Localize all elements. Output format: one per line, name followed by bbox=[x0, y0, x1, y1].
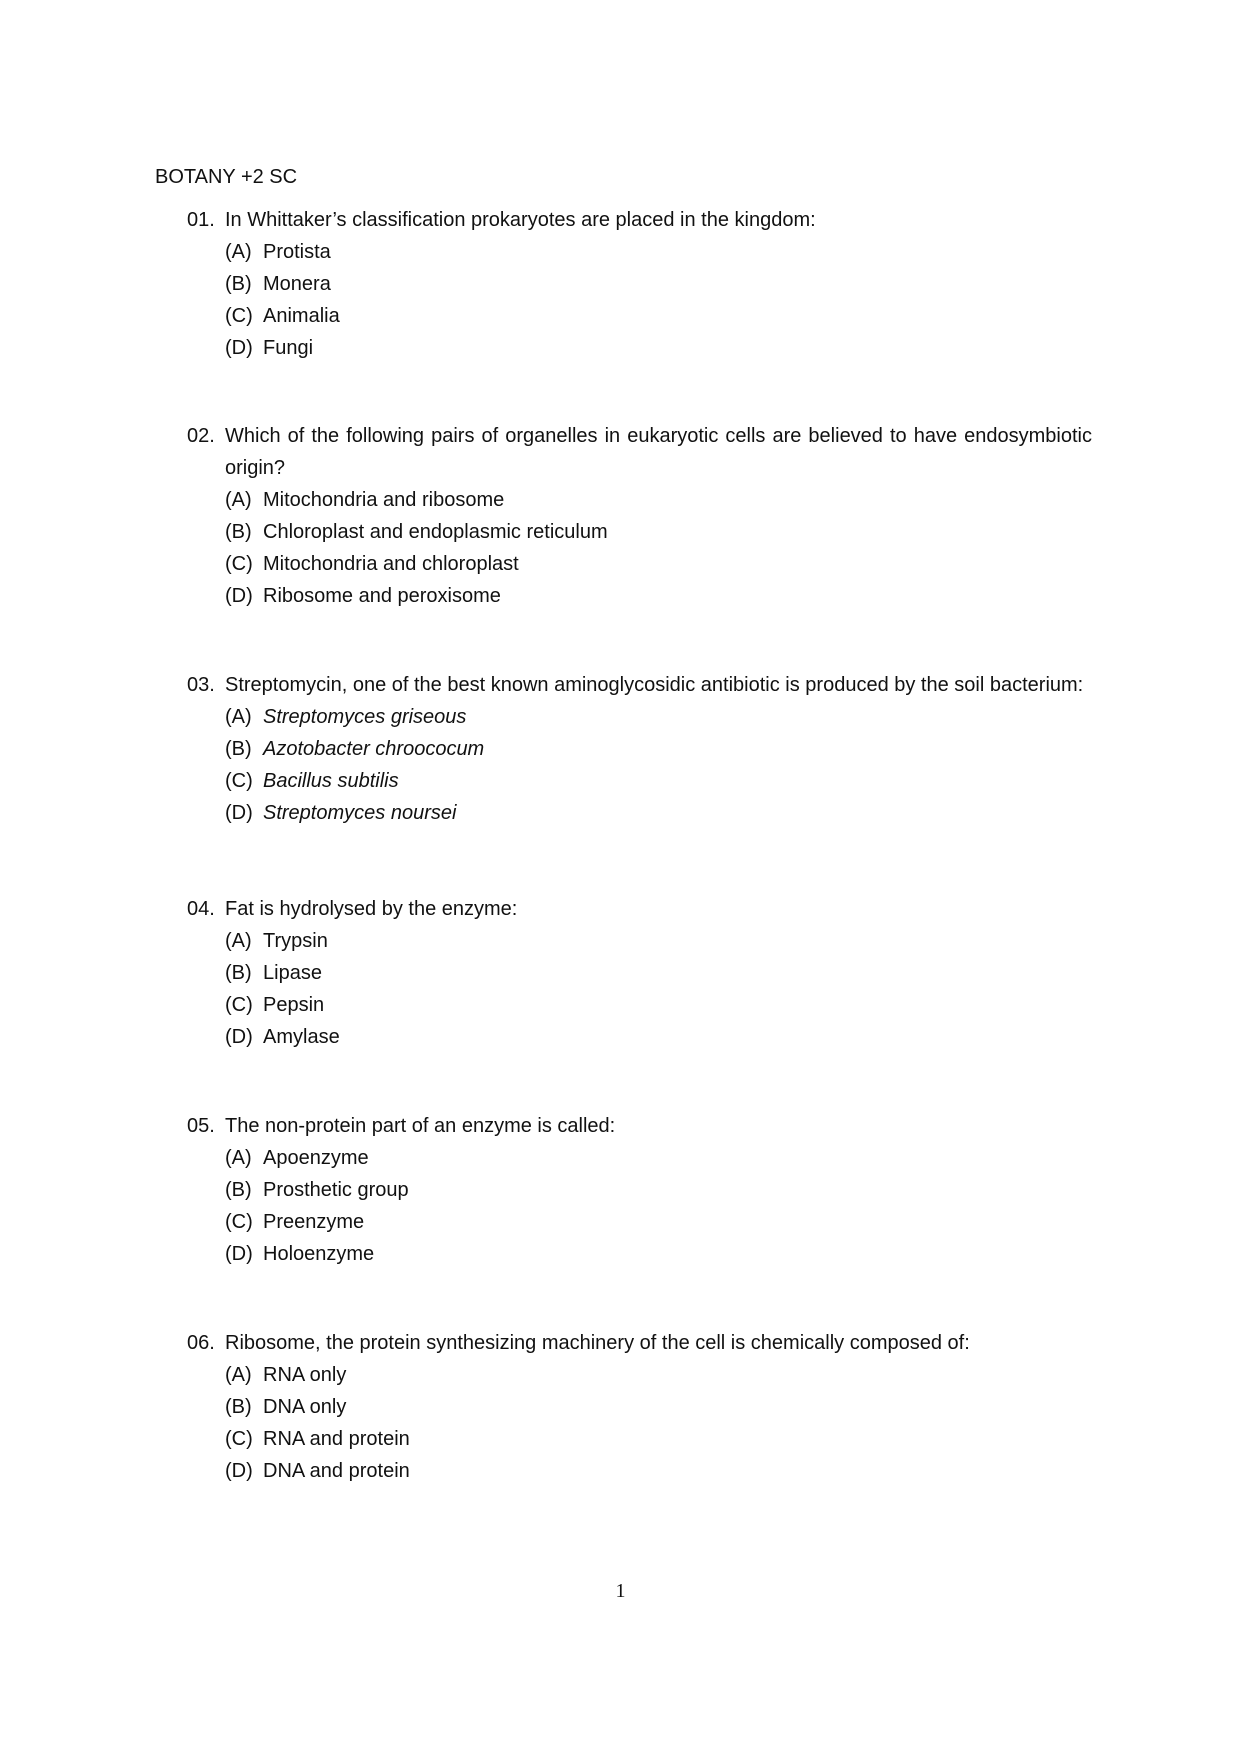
question-number: 06. bbox=[187, 1332, 215, 1354]
option-text: DNA only bbox=[263, 1396, 347, 1418]
option-text: Ribosome and peroxisome bbox=[263, 585, 501, 607]
page-number: 1 bbox=[615, 1580, 626, 1602]
option-b bbox=[225, 1391, 1092, 1423]
options-list bbox=[225, 925, 1092, 1053]
option-a bbox=[225, 925, 1092, 957]
option-d bbox=[225, 1021, 1092, 1053]
question-text: Streptomycin, one of the best known aminoglycosidic antibiotic is produced by the soil bacterium: bbox=[225, 674, 1084, 696]
question-text: Fat is hydrolysed by the enzyme: bbox=[225, 898, 518, 920]
option-text: RNA only bbox=[263, 1364, 347, 1386]
question-text: Ribosome, the protein synthesizing machinery of the cell is chemically composed of: bbox=[225, 1332, 970, 1354]
option-text: Prosthetic group bbox=[263, 1179, 409, 1201]
option-label: (B) bbox=[225, 521, 252, 543]
option-d bbox=[225, 580, 1092, 612]
option-a bbox=[225, 484, 1092, 516]
option-c bbox=[225, 1206, 1092, 1238]
option-text: Lipase bbox=[263, 962, 322, 984]
option-c bbox=[225, 765, 1092, 797]
option-a bbox=[225, 701, 1092, 733]
option-a bbox=[225, 1359, 1092, 1391]
question-5 bbox=[187, 1110, 1092, 1270]
option-label: (B) bbox=[225, 1179, 252, 1201]
option-text: Mitochondria and ribosome bbox=[263, 489, 505, 511]
option-a bbox=[225, 1142, 1092, 1174]
option-b bbox=[225, 516, 1092, 548]
question-text: In Whittaker’s classification prokaryotes are placed in the kingdom: bbox=[225, 209, 816, 231]
option-label: (C) bbox=[225, 770, 253, 792]
question-text: The non-protein part of an enzyme is called: bbox=[225, 1115, 616, 1137]
document-header: BOTANY +2 SC bbox=[155, 166, 298, 188]
option-label: (A) bbox=[225, 1147, 252, 1169]
options-list bbox=[225, 1359, 1092, 1487]
option-text: Preenzyme bbox=[263, 1211, 365, 1233]
question-4 bbox=[187, 893, 1092, 1053]
options-list bbox=[225, 236, 1092, 364]
option-label: (B) bbox=[225, 1396, 252, 1418]
option-label: (D) bbox=[225, 1460, 253, 1482]
option-b bbox=[225, 1174, 1092, 1206]
option-c bbox=[225, 548, 1092, 580]
option-a bbox=[225, 236, 1092, 268]
option-label: (A) bbox=[225, 930, 252, 952]
option-c bbox=[225, 1423, 1092, 1455]
option-text: RNA and protein bbox=[263, 1428, 410, 1450]
question-2 bbox=[187, 420, 1092, 612]
option-label: (A) bbox=[225, 489, 252, 511]
option-text: Animalia bbox=[263, 305, 340, 327]
question-6 bbox=[187, 1327, 1092, 1487]
option-text: Pepsin bbox=[263, 994, 325, 1016]
option-label: (A) bbox=[225, 706, 252, 728]
question-1 bbox=[187, 204, 1092, 364]
option-text: DNA and protein bbox=[263, 1460, 410, 1482]
option-c bbox=[225, 989, 1092, 1021]
option-label: (D) bbox=[225, 1026, 253, 1048]
option-c bbox=[225, 300, 1092, 332]
option-b bbox=[225, 733, 1092, 765]
option-text: Amylase bbox=[263, 1026, 340, 1048]
options-list bbox=[225, 701, 1092, 829]
option-label: (C) bbox=[225, 1211, 253, 1233]
option-label: (B) bbox=[225, 273, 252, 295]
options-list bbox=[225, 484, 1092, 612]
option-label: (C) bbox=[225, 1428, 253, 1450]
question-number: 03. bbox=[187, 674, 215, 696]
option-text: Apoenzyme bbox=[263, 1147, 369, 1169]
option-text: Mitochondria and chloroplast bbox=[263, 553, 519, 575]
option-label: (B) bbox=[225, 962, 252, 984]
option-text: Protista bbox=[263, 241, 331, 263]
question-number: 05. bbox=[187, 1115, 215, 1137]
option-label: (D) bbox=[225, 802, 253, 824]
option-label: (B) bbox=[225, 738, 252, 760]
option-text: Azotobacter chroococum bbox=[263, 738, 485, 760]
option-text: Holoenzyme bbox=[263, 1243, 375, 1265]
option-text: Bacillus subtilis bbox=[263, 770, 399, 792]
option-d bbox=[225, 797, 1092, 829]
option-label: (D) bbox=[225, 1243, 253, 1265]
question-text: Which of the following pairs of organelles in eukaryotic cells are believed to have endosymbiotic origin? bbox=[225, 425, 1092, 479]
option-label: (C) bbox=[225, 994, 253, 1016]
option-text: Monera bbox=[263, 273, 331, 295]
option-d bbox=[225, 332, 1092, 364]
option-label: (D) bbox=[225, 337, 253, 359]
option-b bbox=[225, 268, 1092, 300]
question-3 bbox=[187, 669, 1092, 829]
option-text: Fungi bbox=[263, 337, 314, 359]
question-number: 01. bbox=[187, 209, 215, 231]
option-text: Chloroplast and endoplasmic reticulum bbox=[263, 521, 608, 543]
option-label: (C) bbox=[225, 553, 253, 575]
option-text: Trypsin bbox=[263, 930, 328, 952]
option-label: (A) bbox=[225, 241, 252, 263]
option-d bbox=[225, 1455, 1092, 1487]
option-text: Streptomyces griseous bbox=[263, 706, 467, 728]
option-label: (D) bbox=[225, 585, 253, 607]
option-label: (A) bbox=[225, 1364, 252, 1386]
option-d bbox=[225, 1238, 1092, 1270]
options-list bbox=[225, 1142, 1092, 1270]
question-number: 02. bbox=[187, 425, 215, 447]
question-number: 04. bbox=[187, 898, 215, 920]
option-label: (C) bbox=[225, 305, 253, 327]
option-b bbox=[225, 957, 1092, 989]
option-text: Streptomyces noursei bbox=[263, 802, 457, 824]
